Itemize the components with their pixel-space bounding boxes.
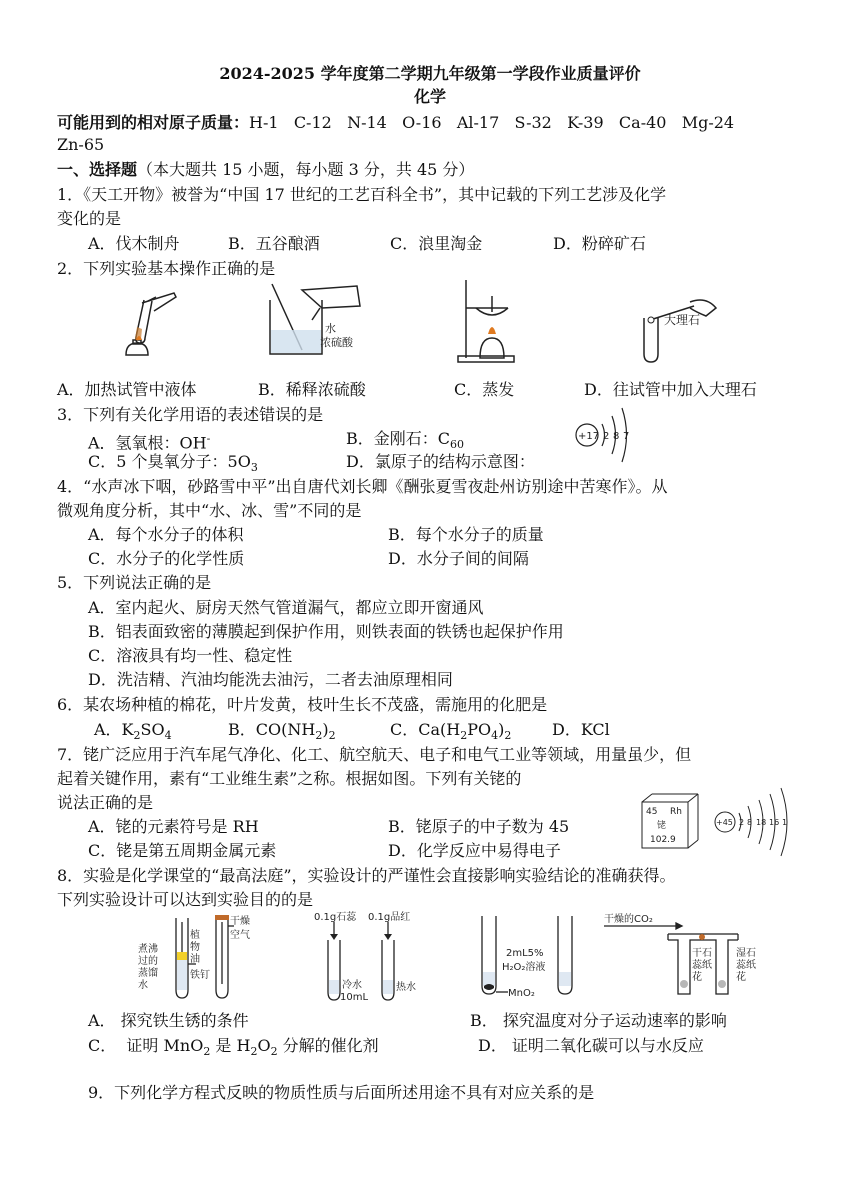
section-heading: [57, 159, 474, 181]
q6-c-6: 2: [504, 729, 512, 743]
section-note: （本大题共 15 小题，每小题 3 分，共 45 分）: [137, 160, 475, 179]
q6-b-3: ): [322, 720, 329, 739]
q6-option-d: D．KCl: [552, 720, 610, 739]
q4-option-d: D．水分子间的间隔: [388, 549, 529, 568]
q1-option-c: C．浪里淘金: [390, 234, 483, 253]
q7-cell-symbol: Rh: [670, 807, 682, 817]
q5-stem: 5．下列说法正确的是: [57, 573, 212, 592]
q6-option-b: [228, 719, 336, 747]
q8c-label-3: MnO₂: [508, 988, 535, 999]
q8-c-2: 2: [203, 1045, 211, 1059]
q3-stem: 3．下列有关化学用语的表述错误的是: [57, 405, 324, 424]
q8b-label-10ml: 10mL: [340, 992, 369, 1003]
q8a-label-4: 水: [138, 980, 148, 991]
q8a-label-3: 蒸馏: [138, 968, 158, 979]
q8a-label-8: 铁钉: [190, 970, 210, 981]
q7-element-cell: [640, 792, 702, 852]
q8-c-3: 是 H: [210, 1036, 251, 1055]
q3-shell-1: 2: [603, 431, 610, 442]
q9-stem: 9．下列化学方程式反映的物质性质与后面所述用途不具有对应关系的是: [88, 1083, 595, 1102]
q8-option-d: D． 证明二氧化碳可以与水反应: [478, 1036, 704, 1055]
q8a-label-10: 空气: [230, 930, 250, 941]
q2-label-water: 水: [325, 322, 336, 335]
q1-option-b: B．五谷酿酒: [228, 234, 320, 253]
q8-c-7: 分解的催化剂: [277, 1036, 379, 1055]
q2-option-b: B．稀释浓硫酸: [258, 380, 366, 399]
q7-option-d: D．化学反应中易得电子: [388, 841, 561, 860]
q7-stem-line1: 7．铑广泛应用于汽车尾气净化、化工、航空航天、电子和电气工业等领域，用量虽少，但: [57, 745, 692, 764]
q6-c-2: 2: [460, 729, 468, 743]
q8-figure-d-co2: [602, 910, 762, 1000]
q2-label-conc-acid: 浓硫酸: [320, 336, 353, 349]
q8-option-c: [88, 1035, 379, 1063]
q1-option-d: D．粉碎矿石: [553, 234, 646, 253]
subject-title: 化学: [413, 87, 446, 106]
q8-c-1: C． 证明 MnO: [88, 1036, 204, 1055]
q4-option-b: B．每个水分子的质量: [388, 525, 544, 544]
q8a-label-9: 干燥: [230, 916, 250, 927]
q6-a-3: SO: [140, 720, 165, 739]
q5-option-c: C．溶液具有均一性、稳定性: [88, 646, 293, 665]
q6-option-a: [94, 719, 172, 747]
q8b-label-litmus: 0.1g石蕊: [314, 912, 357, 923]
q4-stem-line1: 4．“水声冰下咽，砂路雪中平”出自唐代刘长卿《酬张夏雪夜赴州访别途中苦寒作》。从: [57, 477, 668, 496]
q6-option-c: [390, 719, 511, 747]
q8a-label-2: 过的: [138, 956, 158, 967]
q8-c-6: 2: [270, 1045, 278, 1059]
q7-cell-number: 45: [646, 807, 658, 817]
q6-b-1: B．CO(NH: [228, 720, 316, 739]
q7-option-a: A．铑的元素符号是 RH: [88, 817, 259, 836]
q3-option-a-text: A．氢氧根：OH: [88, 433, 207, 453]
q7-shell-3: 18: [756, 818, 767, 827]
q3-chlorine-atom-diagram: [570, 400, 650, 470]
q8d-label-4: 花: [692, 972, 702, 983]
q3-atom-nucleus: +17: [578, 431, 600, 442]
q2-figure-d-add-marble: [630, 298, 730, 364]
q5-option-a: A．室内起火、厨房天然气管道漏气，都应立即开窗通风: [88, 598, 484, 617]
q8-stem-line2: 下列实验设计可以达到实验目的的是: [57, 890, 314, 909]
q7-atom-nucleus: +45: [716, 818, 733, 827]
atomic-masses-values: H-1 C-12 N-14 O-16 Al-17 S-32 K-39 Ca-40 Mg-24: [249, 113, 735, 132]
q6-c-1: C．Ca(H: [390, 720, 461, 739]
q3-option-d: D．氯原子的结构示意图：: [346, 452, 535, 471]
q6-b-2: 2: [315, 729, 323, 743]
q8c-label-1: 2mL5%: [506, 948, 544, 959]
q2-option-a: A．加热试管中液体: [57, 380, 197, 399]
q5-option-d: D．洗洁精、汽油均能洗去油污，二者去油原理相同: [88, 670, 453, 689]
q8c-label-2: H₂O₂溶液: [502, 962, 546, 973]
q8-figure-a-iron-rust: [136, 912, 250, 1004]
q8-c-4: 2: [250, 1045, 258, 1059]
q8d-label-5: 湿石: [736, 948, 756, 959]
q8b-label-cold: 冷水: [342, 980, 362, 991]
q1-option-a: A．伐木制舟: [88, 234, 180, 253]
q7-stem-line3: 说法正确的是: [57, 793, 154, 812]
q4-option-c: C．水分子的化学性质: [88, 549, 245, 568]
q7-option-c: C．铑是第五周期金属元素: [88, 841, 277, 860]
q1-stem-line2: 变化的是: [57, 209, 122, 228]
q3-option-c-sub: 3: [250, 461, 258, 475]
q8-figure-b-temperature: [310, 910, 420, 1004]
q6-a-2: 2: [133, 729, 141, 743]
q7-cell-mass: 102.9: [650, 835, 676, 845]
q3-option-a-sup: -: [206, 432, 211, 445]
atomic-masses-line: [57, 112, 734, 134]
q8b-label-hot: 热水: [396, 982, 416, 993]
q2-figure-a-heating-tube: [112, 285, 192, 365]
q8-figure-c-catalyst: [476, 912, 586, 1004]
q8d-label-6: 蕊纸: [736, 960, 756, 971]
q7-shell-2: 8: [747, 818, 753, 827]
q8d-label-3: 蕊纸: [692, 960, 712, 971]
q7-shell-5: 1: [782, 818, 788, 827]
q6-c-3: PO: [467, 720, 492, 739]
q2-option-d: D．往试管中加入大理石: [584, 380, 757, 399]
q6-a-4: 4: [164, 729, 172, 743]
section-title: 一、选择题: [57, 160, 138, 179]
q3-option-c: [88, 451, 258, 479]
q7-shell-1: 2: [739, 818, 745, 827]
q3-shell-2: 8: [613, 431, 620, 442]
q8a-label-6: 物: [190, 942, 200, 953]
q5-option-b: B．铝表面致密的薄膜起到保护作用，则铁表面的铁锈也起保护作用: [88, 622, 564, 641]
q7-cell-name: 铑: [657, 821, 667, 831]
q2-figure-c-evaporation: [452, 278, 522, 364]
q2-stem: 2．下列实验基本操作正确的是: [57, 259, 276, 278]
q8-option-a: A． 探究铁生锈的条件: [88, 1011, 249, 1030]
q3-option-c-text: C．5 个臭氧分子：5O: [88, 452, 251, 471]
q8a-label-1: 煮沸: [138, 944, 158, 955]
q2-option-c: C．蒸发: [454, 380, 515, 399]
q8d-label-7: 花: [736, 972, 746, 983]
q6-b-4: 2: [328, 729, 336, 743]
exam-title: 2024-2025 学年度第二学期九年级第一学段作业质量评价: [219, 64, 641, 83]
q6-stem: 6．某农场种植的棉花，叶片发黄，枝叶生长不茂盛，需施用的化肥是: [57, 695, 548, 714]
q8d-label-co2: 干燥的CO₂: [604, 914, 653, 925]
atomic-masses-label: 可能用到的相对原子质量：: [57, 113, 250, 132]
q6-a-1: A．K: [94, 720, 134, 739]
q8a-label-5: 植: [190, 930, 200, 941]
q3-option-b-text: B．金刚石：C: [346, 429, 451, 448]
q2-label-marble: 大理石: [664, 313, 701, 327]
q4-option-a: A．每个水分子的体积: [88, 525, 244, 544]
q6-c-5: ): [498, 720, 505, 739]
q7-option-b: B．铑原子的中子数为 45: [388, 817, 570, 836]
q8a-label-7: 油: [190, 954, 200, 965]
q1-stem-line1: 1．《天工开物》被誉为“中国 17 世纪的工艺百科全书”，其中记载的下列工艺涉及化学: [57, 185, 667, 204]
q3-shell-3: 7: [623, 431, 630, 442]
q8-c-5: O: [257, 1036, 271, 1055]
q6-c-4: 4: [491, 729, 499, 743]
q2-figure-b-dilute-acid: [262, 280, 372, 360]
q8b-label-magenta: 0.1g品红: [368, 912, 411, 923]
q7-shell-4: 16: [769, 818, 780, 827]
q8-option-b: B． 探究温度对分子运动速率的影响: [470, 1011, 727, 1030]
q7-stem-line2: 起着关键作用，素有“工业维生素”之称。根据如图。下列有关铑的: [57, 769, 522, 788]
q8d-label-2: 干石: [692, 948, 712, 959]
q3-option-b-sub: 60: [450, 438, 465, 452]
q7-rhodium-atom-diagram: [712, 786, 802, 858]
q4-stem-line2: 微观角度分析，其中“水、冰、雪”不同的是: [57, 501, 362, 520]
atomic-masses-line-2: Zn-65: [57, 135, 105, 154]
q8-stem-line1: 8．实验是化学课堂的“最高法庭”，实验设计的严谨性会直接影响实验结论的准确获得。: [57, 866, 676, 885]
